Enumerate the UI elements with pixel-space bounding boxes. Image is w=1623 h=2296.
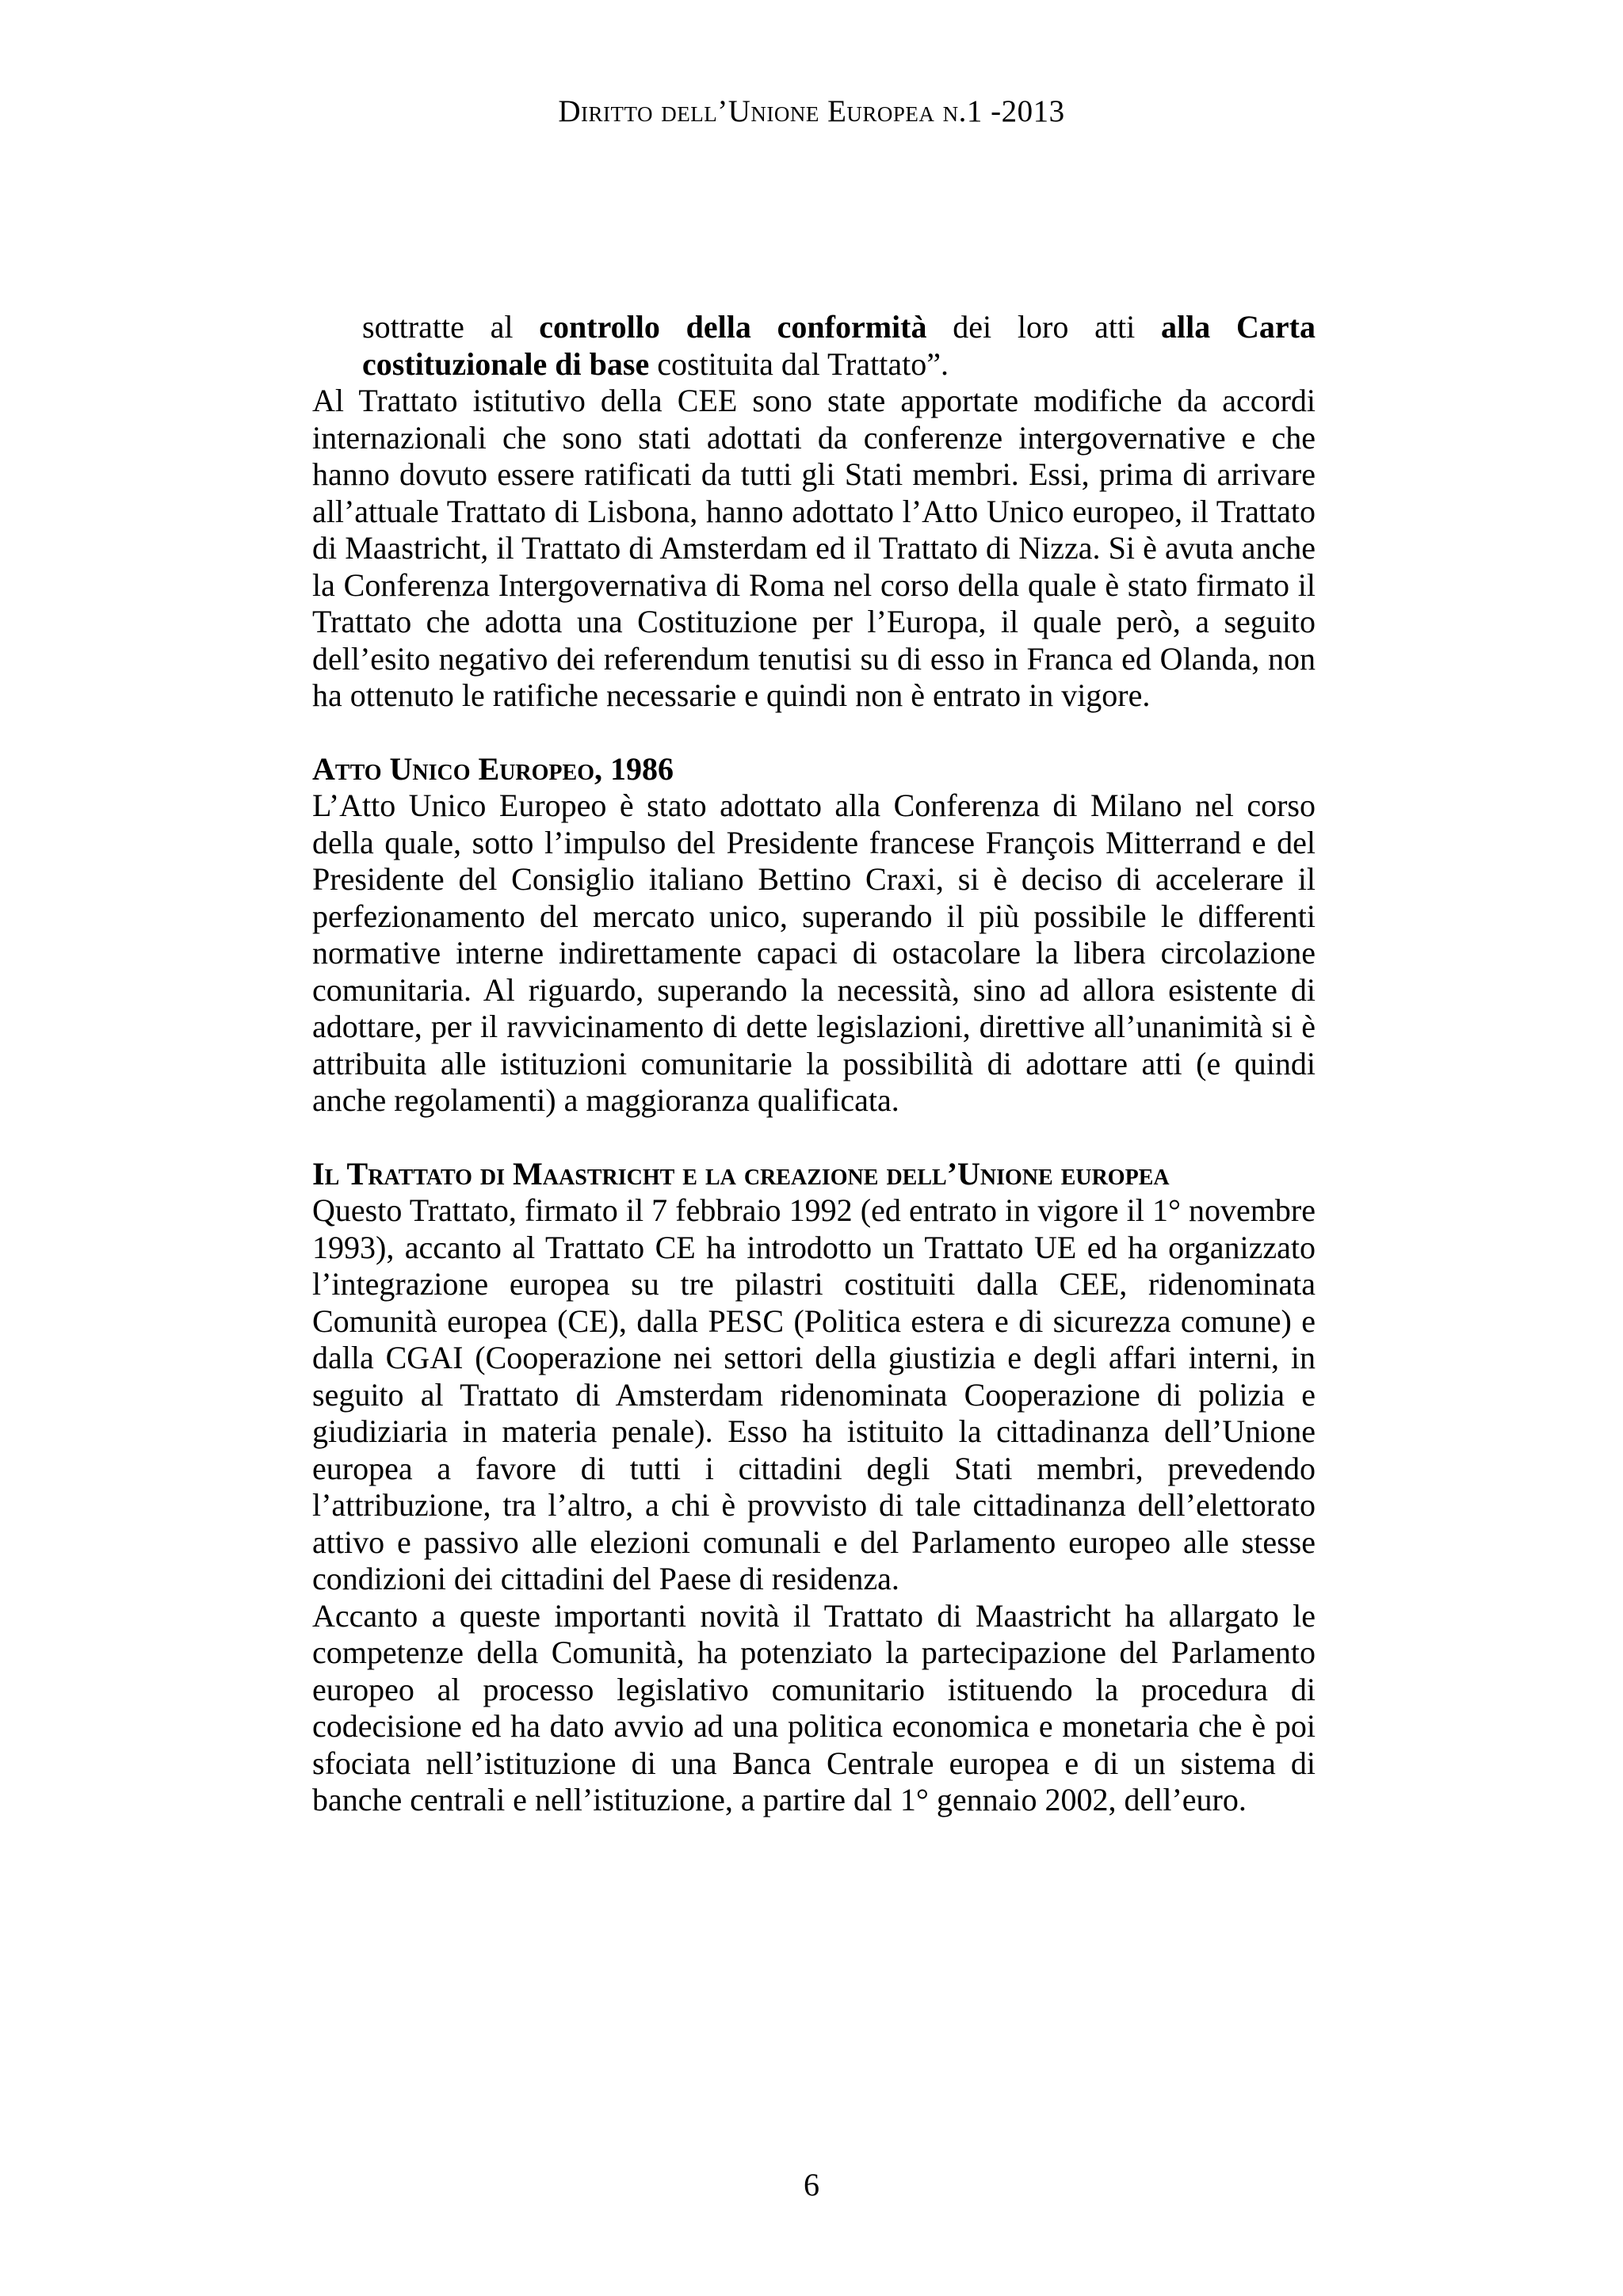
- page-number: 6: [804, 2167, 819, 2203]
- quote-text-3: costituita dal Trattato”.: [649, 345, 949, 382]
- quote-bold-1: controllo della conformità: [539, 309, 927, 345]
- section-heading-single-european-act: Atto Unico Europeo, 1986: [312, 750, 674, 787]
- quote-text-2: dei loro atti: [926, 309, 1162, 345]
- section-heading-maastricht: Il Trattato di Maastricht e la creazione dell’Unione europea: [312, 1155, 1170, 1192]
- paragraph-single-european-act: L’Atto Unico Europeo è stato adottato alla Conferenza di Milano nel corso della quale, sotto l’impulso del Presidente francese François Mitterrand e del Presidente del Consiglio italiano Bettino Craxi, si è deciso di accelerare il perfezionamento del mercato unico, superando il più possibile le differenti normative interne indirettamente capaci di ostacolare la libera circolazione comunitaria. Al riguardo, superando la necessità, sino ad allora esistente di adottare, per il ravvicinamento di dette legislazioni, direttive all’unanimità si è attribuita alle istituzioni comunitarie la possibilità di adottare atti (e quindi anche regolamenti) a maggioranza qualificata.: [312, 788, 1316, 1118]
- quoted-passage: [312, 309, 1316, 383]
- paragraph-maastricht-2: Accanto a queste importanti novità il Trattato di Maastricht ha allargato le competenze della Comunità, ha potenziato la partecipazione del Parlamento europeo al processo legislativo comunitario istituendo la procedura di codecisione ed ha dato avvio ad una politica economica e monetaria che è poi sfociata nell’istituzione di una Banca Centrale europea e di un sistema di banche centrali e nell’istituzione, a partire dal 1° gennaio 2002, dell’euro.: [312, 1597, 1316, 1817]
- quote-bold-2: alla Carta costituzionale di base: [362, 309, 1316, 382]
- page-body: [312, 309, 1316, 1819]
- running-header: Diritto dell’Unione Europea n.1 -2013: [558, 94, 1065, 128]
- quote-text-1: sottratte al: [362, 309, 540, 345]
- paragraph-maastricht-1: Questo Trattato, firmato il 7 febbraio 1992 (ed entrato in vigore il 1° novembre 1993), accanto al Trattato CE ha introdotto un Trattato UE ed ha organizzato l’integrazione europea su tre pilastri costituiti dalla CEE, ridenominata Comunità europea (CE), dalla PESC (Politica estera e di sicurezza comune) e dalla CGAI (Cooperazione nei settori della giustizia e degli affari interni, in seguito al Trattato di Amsterdam ridenominata Cooperazione di polizia e giudiziaria in materia penale). Esso ha istituito la cittadinanza dell’Unione europea a favore di tutti i cittadini degli Stati membri, prevedendo l’attribuzione, tra l’altro, a chi è provvisto di tale cittadinanza dell’elettorato attivo e passivo alle elezioni comunali e del Parlamento europeo alle stesse condizioni dei cittadini del Paese di residenza.: [312, 1192, 1316, 1596]
- paragraph-treaty-amendments: Al Trattato istitutivo della CEE sono state apportate modifiche da accordi internazionali che sono stati adottati da conferenze intergovernative e che hanno dovuto essere ratificati da tutti gli Stati membri. Essi, prima di arrivare all’attuale Trattato di Lisbona, hanno adottato l’Atto Unico europeo, il Trattato di Maastricht, il Trattato di Amsterdam ed il Trattato di Nizza. Si è avuta anche la Conferenza Intergovernativa di Roma nel corso della quale è stato firmato il Trattato che adotta una Costituzione per l’Europa, il quale però, a seguito dell’esito negativo dei referendum tenutisi su di esso in Franca ed Olanda, non ha ottenuto le ratifiche necessarie e quindi non è entrato in vigore.: [312, 383, 1316, 713]
